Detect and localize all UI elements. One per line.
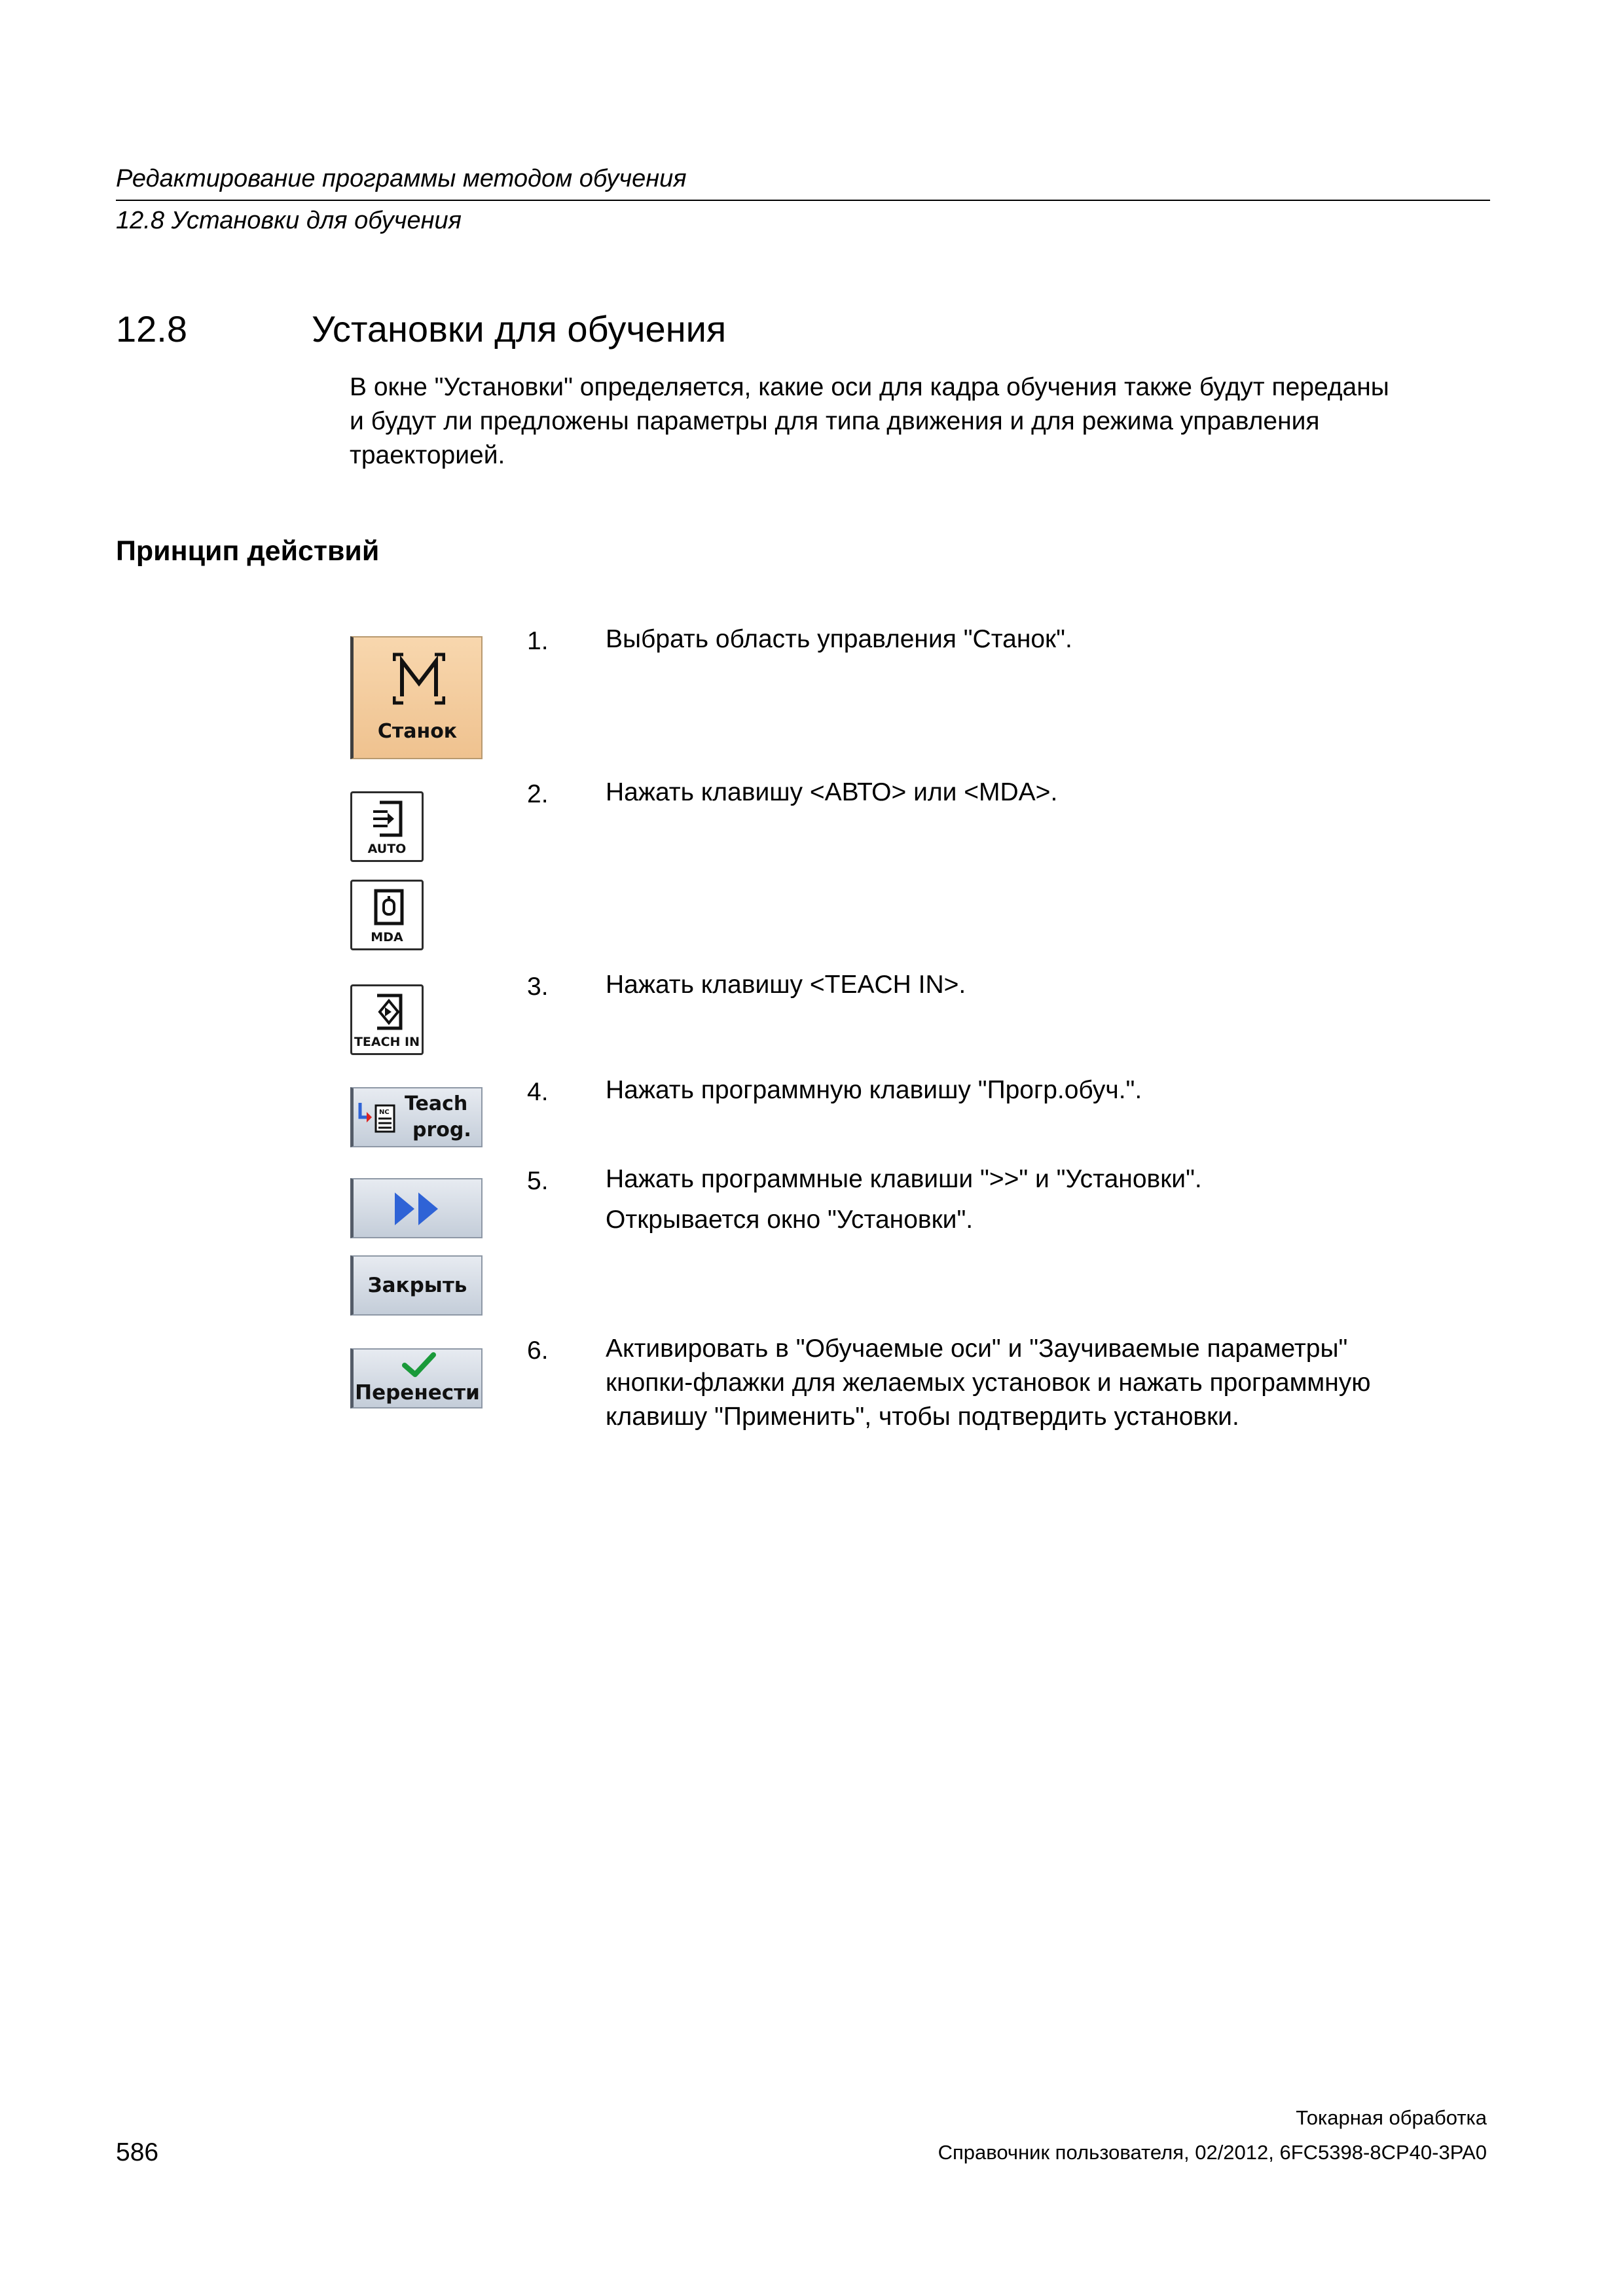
footer-product: Токарная обработка (1296, 2106, 1487, 2129)
apply-softkey[interactable] (350, 1348, 483, 1408)
checkmark-icon (399, 1352, 439, 1378)
step-line: Нажать программную клавишу "Прогр.обуч.". (606, 1076, 1142, 1104)
intro-paragraph (350, 370, 1492, 473)
step-number-4: 4. (527, 1078, 549, 1106)
step-number-3: 3. (527, 973, 549, 1001)
double-arrow-right-icon (390, 1186, 448, 1232)
step-line: Нажать клавишу <TEACH IN>. (606, 971, 966, 999)
intro-line: траекторией. (350, 441, 505, 469)
step-line: Нажать клавишу <АВТО> или <MDA>. (606, 778, 1058, 806)
step-line: Нажать программные клавиши ">>" и "Установки". (606, 1165, 1202, 1193)
machine-M-icon (393, 649, 445, 708)
step-line: Открывается окно "Установки". (606, 1206, 974, 1234)
mda-key-label: MDA (371, 930, 403, 944)
teach-prog-label-1: Teach (405, 1092, 468, 1115)
auto-mode-icon (371, 798, 407, 839)
step-text-4 (606, 1073, 1489, 1107)
step-number-6: 6. (527, 1336, 549, 1365)
section-title: Установки для обучения (312, 308, 727, 350)
machine-area-button[interactable] (350, 636, 483, 759)
header-divider (116, 200, 1490, 201)
intro-line: В окне "Установки" определяется, какие оси для кадра обучения также будут переданы (350, 373, 1389, 401)
auto-key-label: AUTO (367, 842, 407, 856)
intro-line: и будут ли предложены параметры для типа движения и для режима управления (350, 407, 1320, 435)
auto-key[interactable] (350, 791, 424, 862)
step-number-5: 5. (527, 1167, 549, 1195)
page-number: 586 (116, 2138, 159, 2166)
step-text-6 (606, 1332, 1489, 1434)
close-softkey[interactable] (350, 1255, 483, 1316)
teach-prog-label-2: prog. (412, 1119, 471, 1141)
teach-in-key-label: TEACH IN (354, 1035, 420, 1049)
teach-in-icon (371, 992, 407, 1032)
mda-mode-icon (371, 887, 407, 927)
step-line: кнопки-флажки для желаемых установок и нажать программную (606, 1369, 1371, 1397)
running-header-section: 12.8 Установки для обучения (116, 207, 462, 234)
nc-program-icon (356, 1095, 402, 1141)
step-text-3 (606, 968, 1489, 1002)
footer-reference: Справочник пользователя, 02/2012, 6FC5398-8CP40-3PA0 (938, 2141, 1487, 2164)
machine-button-label: Станок (377, 720, 458, 743)
step-number-2: 2. (527, 780, 549, 808)
running-header-chapter: Редактирование программы методом обучения (116, 165, 687, 192)
teach-prog-softkey[interactable] (350, 1087, 483, 1147)
more-softkey[interactable] (350, 1178, 483, 1238)
teach-in-key[interactable] (350, 984, 424, 1055)
step-line: Активировать в "Обучаемые оси" и "Заучиваемые параметры" (606, 1335, 1348, 1363)
procedure-subheading: Принцип действий (116, 535, 380, 567)
step-text-1 (606, 622, 1489, 656)
close-softkey-label: Закрыть (367, 1274, 467, 1297)
mda-key[interactable] (350, 880, 424, 950)
step-number-1: 1. (527, 627, 549, 655)
step-text-2 (606, 776, 1489, 810)
step-line: клавишу "Применить", чтобы подтвердить установки. (606, 1403, 1239, 1431)
section-number: 12.8 (116, 308, 187, 350)
step-line: Выбрать область управления "Станок". (606, 625, 1072, 653)
apply-softkey-label: Перенести (355, 1381, 480, 1405)
svg-text:NC: NC (379, 1109, 390, 1116)
step-text-5 (606, 1162, 1489, 1237)
